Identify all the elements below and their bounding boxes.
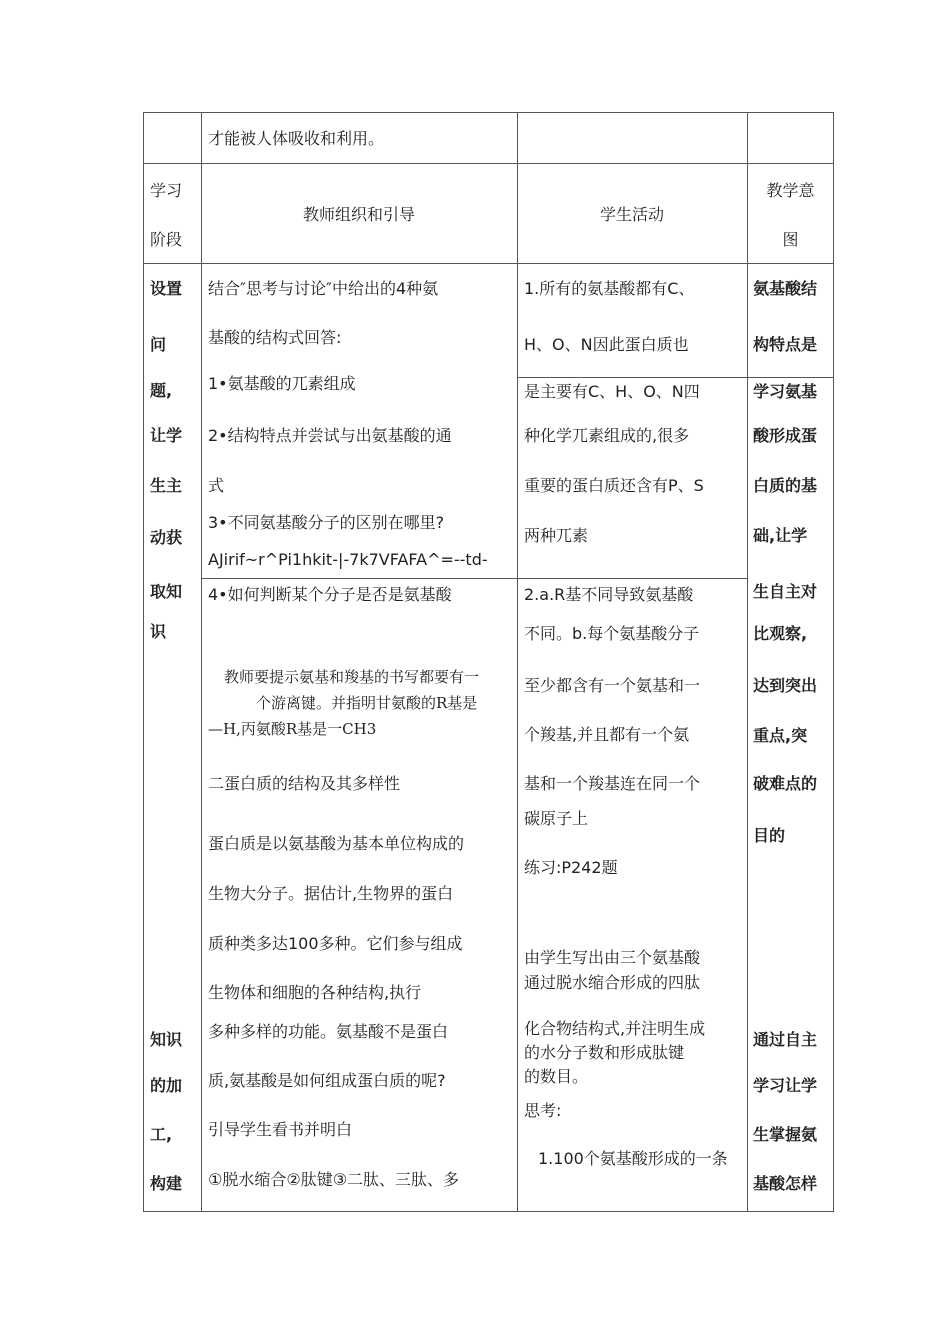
teacher-note-line: 个游离键。并指明甘氨酸的R基是 bbox=[256, 694, 478, 712]
stage1-line: 问 bbox=[150, 335, 167, 354]
table-column-divider bbox=[747, 112, 748, 1212]
intent-line: 破难点的 bbox=[753, 774, 818, 793]
table-column-divider bbox=[201, 112, 202, 1212]
stage1-line: 识 bbox=[150, 622, 167, 641]
student-line: 重要的蛋白质还含有P、S bbox=[524, 476, 704, 495]
student-line: 思考: bbox=[524, 1101, 562, 1120]
student-line: 是主要有C、H、O、N四 bbox=[524, 382, 700, 401]
student-line: 1.所有的氨基酸都有C、 bbox=[524, 279, 695, 298]
teacher-line: 基酸的结构式回答: bbox=[208, 328, 342, 347]
stage1-line: 题, bbox=[150, 381, 173, 400]
student-line: 化合物结构式,并注明生成 bbox=[524, 1019, 706, 1038]
student-line: 碳原子上 bbox=[524, 809, 589, 828]
teacher-line: 生物大分子。据估计,生物界的蛋白 bbox=[208, 884, 454, 903]
teacher-line: 结合″思考与讨论″中给出的4种氨 bbox=[208, 279, 439, 298]
intent-line: 生自主对 bbox=[753, 582, 818, 601]
teacher-line: 引导学生看书并明白 bbox=[208, 1120, 353, 1139]
stage1-line: 设置 bbox=[150, 279, 183, 298]
header-student: 学生活动 bbox=[599, 205, 664, 224]
teacher-line: 质种类多达100多种。它们参与组成 bbox=[208, 934, 463, 953]
intent-line: 学习氨基 bbox=[753, 382, 818, 401]
stage2-line: 的加 bbox=[150, 1076, 183, 1095]
student-line: 的数目。 bbox=[524, 1067, 589, 1086]
teacher-line: 4•如何判断某个分子是否是氨基酸 bbox=[208, 585, 452, 604]
intent-line: 酸形成蛋 bbox=[753, 426, 818, 445]
teacher-line: 2•结构特点并尝试与出氨基酸的通 bbox=[208, 426, 452, 445]
teacher-formula-garbled: AJirif~r^Pi1hkit-|-7k7VFAFA^=--td- bbox=[208, 550, 488, 569]
intent-line: 白质的基 bbox=[753, 476, 818, 495]
row0-teacher-text: 才能被人体吸收和利用。 bbox=[208, 129, 385, 148]
intent-line: 基酸怎样 bbox=[753, 1174, 818, 1193]
student-line: 通过脱水缩合形成的四肽 bbox=[524, 973, 701, 992]
stage1-line: 动获 bbox=[150, 528, 183, 547]
lesson-plan-table bbox=[143, 112, 834, 1212]
student-line: 两种兀素 bbox=[524, 526, 589, 545]
stage2-line: 知识 bbox=[150, 1030, 183, 1049]
header-intent-line1: 教学意 bbox=[766, 181, 815, 200]
section-heading: 二蛋白质的结构及其多样性 bbox=[208, 774, 401, 793]
teacher-note-line: —H,丙氨酸R基是一CH3 bbox=[208, 720, 377, 738]
intent-line: 比观察, bbox=[753, 624, 808, 643]
student-line: 2.a.R基不同导致氨基酸 bbox=[524, 585, 694, 604]
teacher-line: 生物体和细胞的各种结构,执行 bbox=[208, 983, 422, 1002]
teacher-line: 式 bbox=[208, 476, 225, 495]
intent-line: 重点,突 bbox=[753, 726, 808, 745]
table-row-divider bbox=[143, 163, 834, 164]
intent-line: 目的 bbox=[753, 826, 786, 845]
teacher-line: 1•氨基酸的兀素组成 bbox=[208, 374, 356, 393]
header-stage-line1: 学习 bbox=[150, 181, 183, 200]
stage1-line: 取知 bbox=[150, 582, 183, 601]
student-line: 1.100个氨基酸形成的一条 bbox=[538, 1149, 728, 1168]
stage1-line: 让学 bbox=[150, 426, 183, 445]
student-line: 不同。b.每个氨基酸分子 bbox=[524, 624, 700, 643]
student-line: H、O、N因此蛋白质也 bbox=[524, 335, 689, 354]
student-exercise: 练习:P242题 bbox=[524, 858, 618, 877]
teacher-line: 蛋白质是以氨基酸为基本单位构成的 bbox=[208, 834, 465, 853]
intent-line: 生掌握氨 bbox=[753, 1125, 818, 1144]
intent-line: 学习让学 bbox=[753, 1076, 818, 1095]
stage2-line: 构建 bbox=[150, 1174, 183, 1193]
table-row-divider bbox=[143, 263, 834, 264]
teacher-line: ①脱水缩合②肽键③二肽、三肽、多 bbox=[208, 1170, 460, 1189]
teacher-line: 质,氨基酸是如何组成蛋白质的呢? bbox=[208, 1071, 446, 1090]
header-teacher: 教师组织和引导 bbox=[302, 205, 415, 224]
stage1-line: 生主 bbox=[150, 476, 183, 495]
student-line: 至少都含有一个氨基和一 bbox=[524, 676, 701, 695]
student-line: 个羧基,并且都有一个氨 bbox=[524, 725, 690, 744]
intent-line: 达到突出 bbox=[753, 676, 818, 695]
teacher-note-line: 教师要提示氨基和羧基的书写都要有一 bbox=[224, 668, 480, 686]
stage2-line: 工, bbox=[150, 1125, 173, 1144]
intent-line: 础,让学 bbox=[753, 526, 808, 545]
intent-line: 氨基酸结 bbox=[753, 279, 818, 298]
teacher-line: 多种多样的功能。氨基酸不是蛋白 bbox=[208, 1022, 449, 1041]
header-stage-line2: 阶段 bbox=[150, 230, 183, 249]
teacher-line: 3•不同氨基酸分子的区别在哪里? bbox=[208, 513, 445, 532]
intent-line: 通过自主 bbox=[753, 1030, 818, 1049]
student-line: 的水分子数和形成肽键 bbox=[524, 1043, 685, 1062]
student-line: 基和一个羧基连在同一个 bbox=[524, 774, 701, 793]
header-intent-line2: 图 bbox=[782, 230, 799, 249]
table-row-divider bbox=[517, 377, 834, 378]
student-line: 种化学兀素组成的,很多 bbox=[524, 426, 690, 445]
student-line: 由学生写出由三个氨基酸 bbox=[524, 948, 701, 967]
table-row-divider bbox=[201, 578, 747, 579]
table-column-divider bbox=[517, 112, 518, 1212]
intent-line: 构特点是 bbox=[753, 335, 818, 354]
